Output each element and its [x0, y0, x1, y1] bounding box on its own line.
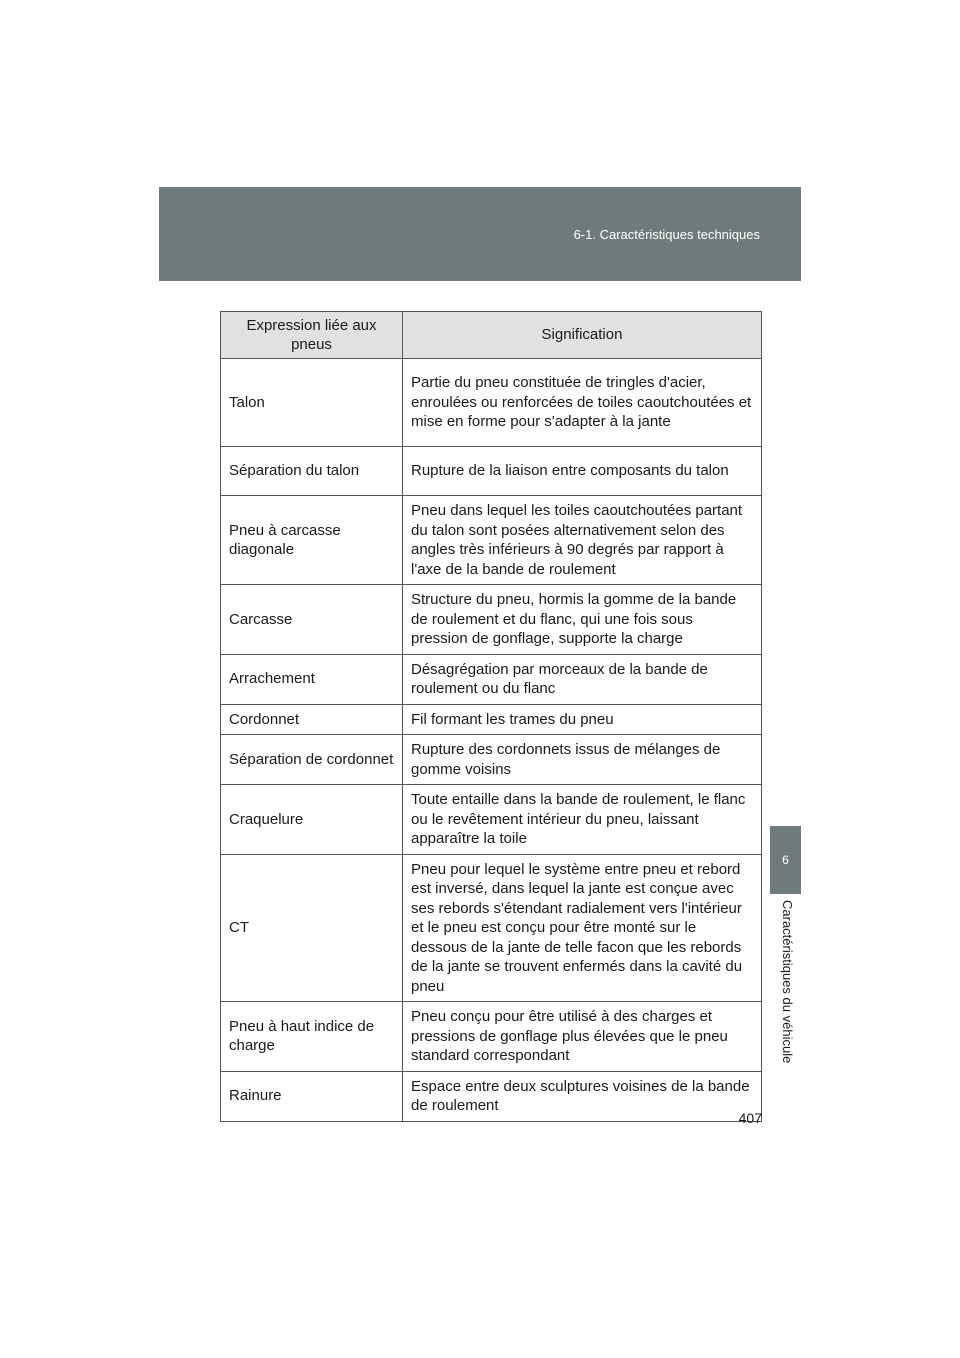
term-cell: Arrachement — [221, 654, 403, 704]
table-row — [221, 447, 762, 496]
table-row — [221, 785, 762, 855]
term-cell: Cordonnet — [221, 704, 403, 735]
table-row — [221, 496, 762, 585]
meaning-cell: Pneu dans lequel les toiles caoutchoutées partant du talon sont posées alternativement selon des angles très inférieurs à 90 degrés par rapport à l'axe de la bande de roulement — [403, 496, 762, 585]
chapter-number: 6 — [782, 853, 789, 867]
table-row — [221, 1071, 762, 1121]
meaning-cell: Pneu conçu pour être utilisé à des charges et pressions de gonflage plus élevées que le pneu standard correspondant — [403, 1002, 762, 1072]
table-header-row — [221, 312, 762, 359]
column-header-term: Expression liée aux pneus — [221, 312, 403, 359]
term-cell: Talon — [221, 359, 403, 447]
term-cell: Carcasse — [221, 585, 403, 655]
table-row — [221, 585, 762, 655]
table-row — [221, 854, 762, 1002]
term-cell: CT — [221, 854, 403, 1002]
tire-terms-table — [220, 311, 762, 1122]
meaning-cell: Rupture de la liaison entre composants du talon — [403, 447, 762, 496]
meaning-cell: Partie du pneu constituée de tringles d'acier, enroulées ou renforcées de toiles caoutchoutées et mise en forme pour s'adapter à la jante — [403, 359, 762, 447]
table-row — [221, 704, 762, 735]
meaning-cell: Fil formant les trames du pneu — [403, 704, 762, 735]
chapter-tab — [770, 826, 801, 894]
page-number: 407 — [738, 1110, 762, 1126]
table-row — [221, 359, 762, 447]
meaning-cell: Désagrégation par morceaux de la bande de roulement ou du flanc — [403, 654, 762, 704]
table-row — [221, 654, 762, 704]
table-row — [221, 1002, 762, 1072]
term-cell: Séparation de cordonnet — [221, 735, 403, 785]
meaning-cell: Structure du pneu, hormis la gomme de la bande de roulement et du flanc, qui une fois sous pression de gonflage, supporte la charge — [403, 585, 762, 655]
column-header-meaning: Signification — [403, 312, 762, 359]
chapter-label: Caractéristiques du véhicule — [780, 900, 795, 1064]
meaning-cell: Pneu pour lequel le système entre pneu et rebord est inversé, dans lequel la jante est conçue avec ses rebords s'étendant radialement vers l'intérieur et le pneu est conçu pour être monté sur le dessous de la jante de telle facon que les rebords de la jante se trouvent enfermés dans la cavité du pneu — [403, 854, 762, 1002]
term-cell: Craquelure — [221, 785, 403, 855]
term-cell: Pneu à haut indice de charge — [221, 1002, 403, 1072]
table-row — [221, 735, 762, 785]
section-title: 6-1. Caractéristiques techniques — [573, 227, 760, 242]
meaning-cell: Rupture des cordonnets issus de mélanges de gomme voisins — [403, 735, 762, 785]
meaning-cell: Espace entre deux sculptures voisines de la bande de roulement — [403, 1071, 762, 1121]
term-cell: Rainure — [221, 1071, 403, 1121]
term-cell: Séparation du talon — [221, 447, 403, 496]
meaning-cell: Toute entaille dans la bande de roulement, le flanc ou le revêtement intérieur du pneu, laissant apparaître la toile — [403, 785, 762, 855]
section-header-bar — [159, 187, 801, 281]
term-cell: Pneu à carcasse diagonale — [221, 496, 403, 585]
